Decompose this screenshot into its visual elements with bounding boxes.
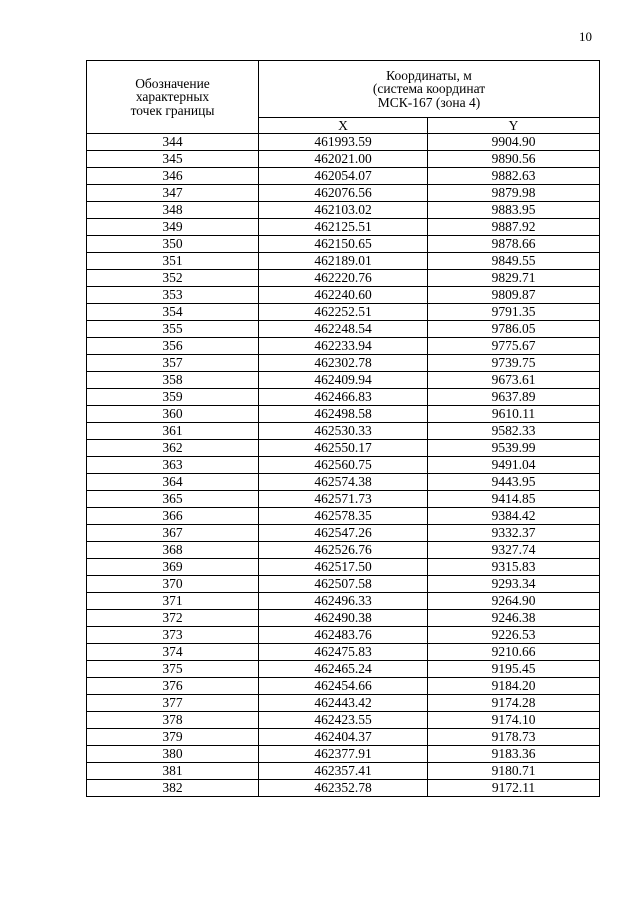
x-cell: 462526.76 [259, 542, 428, 559]
y-cell: 9809.87 [428, 287, 600, 304]
y-cell: 9610.11 [428, 406, 600, 423]
point-cell: 370 [87, 576, 259, 593]
table-row [87, 746, 600, 763]
table-row [87, 627, 600, 644]
x-cell: 462498.58 [259, 406, 428, 423]
point-cell: 357 [87, 355, 259, 372]
point-cell: 377 [87, 695, 259, 712]
point-cell: 352 [87, 270, 259, 287]
table-row [87, 321, 600, 338]
point-cell: 362 [87, 440, 259, 457]
y-cell: 9637.89 [428, 389, 600, 406]
y-cell: 9174.10 [428, 712, 600, 729]
y-cell: 9184.20 [428, 678, 600, 695]
table-row [87, 559, 600, 576]
y-cell: 9879.98 [428, 185, 600, 202]
point-header-line: характерных [135, 89, 210, 105]
point-cell: 345 [87, 151, 259, 168]
y-cell: 9210.66 [428, 644, 600, 661]
point-cell: 381 [87, 763, 259, 780]
table-row [87, 644, 600, 661]
y-cell: 9887.92 [428, 219, 600, 236]
y-cell: 9883.95 [428, 202, 600, 219]
x-cell: 462302.78 [259, 355, 428, 372]
point-cell: 347 [87, 185, 259, 202]
x-cell: 462483.76 [259, 627, 428, 644]
point-cell: 355 [87, 321, 259, 338]
point-column-header [87, 61, 259, 134]
point-cell: 369 [87, 559, 259, 576]
x-cell: 462517.50 [259, 559, 428, 576]
x-cell: 462530.33 [259, 423, 428, 440]
y-cell: 9890.56 [428, 151, 600, 168]
x-cell: 462021.00 [259, 151, 428, 168]
table-row [87, 134, 600, 151]
y-cell: 9443.95 [428, 474, 600, 491]
x-cell: 462189.01 [259, 253, 428, 270]
point-cell: 351 [87, 253, 259, 270]
y-cell: 9315.83 [428, 559, 600, 576]
y-cell: 9539.99 [428, 440, 600, 457]
y-cell: 9491.04 [428, 457, 600, 474]
y-cell: 9174.28 [428, 695, 600, 712]
x-cell: 462054.07 [259, 168, 428, 185]
y-cell: 9293.34 [428, 576, 600, 593]
point-cell: 356 [87, 338, 259, 355]
table-row [87, 219, 600, 236]
point-header-line: Обозначение [135, 75, 210, 91]
point-cell: 368 [87, 542, 259, 559]
point-cell: 365 [87, 491, 259, 508]
y-cell: 9183.36 [428, 746, 600, 763]
x-cell: 462454.66 [259, 678, 428, 695]
table-row [87, 202, 600, 219]
coordinates-table [86, 60, 600, 797]
table-row [87, 695, 600, 712]
y-cell: 9829.71 [428, 270, 600, 287]
table-row [87, 423, 600, 440]
point-cell: 379 [87, 729, 259, 746]
y-cell: 9226.53 [428, 627, 600, 644]
y-cell: 9264.90 [428, 593, 600, 610]
x-cell: 462475.83 [259, 644, 428, 661]
point-cell: 361 [87, 423, 259, 440]
table-row [87, 542, 600, 559]
x-cell: 462352.78 [259, 780, 428, 797]
point-cell: 375 [87, 661, 259, 678]
x-cell: 462571.73 [259, 491, 428, 508]
table-row [87, 185, 600, 202]
table-row [87, 151, 600, 168]
table-row [87, 474, 600, 491]
point-cell: 367 [87, 525, 259, 542]
x-cell: 462466.83 [259, 389, 428, 406]
point-cell: 349 [87, 219, 259, 236]
table-body [87, 134, 600, 797]
point-cell: 371 [87, 593, 259, 610]
x-cell: 462443.42 [259, 695, 428, 712]
x-cell: 462423.55 [259, 712, 428, 729]
table-row [87, 491, 600, 508]
y-cell: 9582.33 [428, 423, 600, 440]
y-cell: 9195.45 [428, 661, 600, 678]
y-cell: 9849.55 [428, 253, 600, 270]
table-row [87, 440, 600, 457]
table-row [87, 593, 600, 610]
point-cell: 364 [87, 474, 259, 491]
x-cell: 462507.58 [259, 576, 428, 593]
point-cell: 348 [87, 202, 259, 219]
x-cell: 461993.59 [259, 134, 428, 151]
table-row [87, 406, 600, 423]
table-row [87, 763, 600, 780]
y-cell: 9878.66 [428, 236, 600, 253]
table-row [87, 338, 600, 355]
table-row [87, 678, 600, 695]
x-column-header: X [259, 118, 428, 134]
x-cell: 462248.54 [259, 321, 428, 338]
table-row [87, 576, 600, 593]
y-cell: 9414.85 [428, 491, 600, 508]
coords-header-line: МСК-167 (зона 4) [377, 94, 481, 110]
table-row [87, 508, 600, 525]
y-cell: 9246.38 [428, 610, 600, 627]
x-cell: 462377.91 [259, 746, 428, 763]
y-cell: 9180.71 [428, 763, 600, 780]
y-cell: 9786.05 [428, 321, 600, 338]
x-cell: 462574.38 [259, 474, 428, 491]
coords-header-line: (система координат [372, 81, 486, 97]
point-cell: 353 [87, 287, 259, 304]
point-cell: 363 [87, 457, 259, 474]
coordinates-group-header [259, 61, 600, 118]
y-cell: 9791.35 [428, 304, 600, 321]
table-row [87, 304, 600, 321]
table-row [87, 525, 600, 542]
table-row [87, 729, 600, 746]
x-cell: 462578.35 [259, 508, 428, 525]
point-cell: 350 [87, 236, 259, 253]
y-column-header: Y [428, 118, 600, 134]
point-cell: 358 [87, 372, 259, 389]
point-cell: 360 [87, 406, 259, 423]
y-cell: 9904.90 [428, 134, 600, 151]
table-row [87, 712, 600, 729]
point-cell: 354 [87, 304, 259, 321]
point-cell: 382 [87, 780, 259, 797]
x-cell: 462220.76 [259, 270, 428, 287]
table-row [87, 610, 600, 627]
y-cell: 9775.67 [428, 338, 600, 355]
table-row [87, 780, 600, 797]
table-row [87, 389, 600, 406]
point-cell: 359 [87, 389, 259, 406]
y-cell: 9739.75 [428, 355, 600, 372]
x-cell: 462103.02 [259, 202, 428, 219]
x-cell: 462125.51 [259, 219, 428, 236]
x-cell: 462357.41 [259, 763, 428, 780]
page-number: 10 [579, 29, 592, 44]
x-cell: 462490.38 [259, 610, 428, 627]
table-row [87, 236, 600, 253]
y-cell: 9882.63 [428, 168, 600, 185]
point-header-line: точек границы [130, 102, 215, 118]
point-cell: 374 [87, 644, 259, 661]
x-cell: 462233.94 [259, 338, 428, 355]
table-row [87, 168, 600, 185]
y-cell: 9673.61 [428, 372, 600, 389]
y-cell: 9178.73 [428, 729, 600, 746]
x-cell: 462547.26 [259, 525, 428, 542]
y-cell: 9327.74 [428, 542, 600, 559]
x-cell: 462560.75 [259, 457, 428, 474]
table-row [87, 372, 600, 389]
x-cell: 462550.17 [259, 440, 428, 457]
table-row [87, 253, 600, 270]
table-row [87, 661, 600, 678]
table-row [87, 270, 600, 287]
point-cell: 376 [87, 678, 259, 695]
x-cell: 462409.94 [259, 372, 428, 389]
x-cell: 462240.60 [259, 287, 428, 304]
point-cell: 344 [87, 134, 259, 151]
x-cell: 462252.51 [259, 304, 428, 321]
x-cell: 462076.56 [259, 185, 428, 202]
x-cell: 462404.37 [259, 729, 428, 746]
table-row [87, 355, 600, 372]
point-cell: 378 [87, 712, 259, 729]
point-cell: 346 [87, 168, 259, 185]
table-row [87, 457, 600, 474]
point-cell: 366 [87, 508, 259, 525]
x-cell: 462150.65 [259, 236, 428, 253]
coords-header-line: Координаты, м [386, 67, 472, 83]
point-cell: 373 [87, 627, 259, 644]
x-cell: 462465.24 [259, 661, 428, 678]
y-cell: 9332.37 [428, 525, 600, 542]
x-cell: 462496.33 [259, 593, 428, 610]
y-cell: 9384.42 [428, 508, 600, 525]
point-cell: 380 [87, 746, 259, 763]
table-row [87, 287, 600, 304]
y-cell: 9172.11 [428, 780, 600, 797]
point-cell: 372 [87, 610, 259, 627]
